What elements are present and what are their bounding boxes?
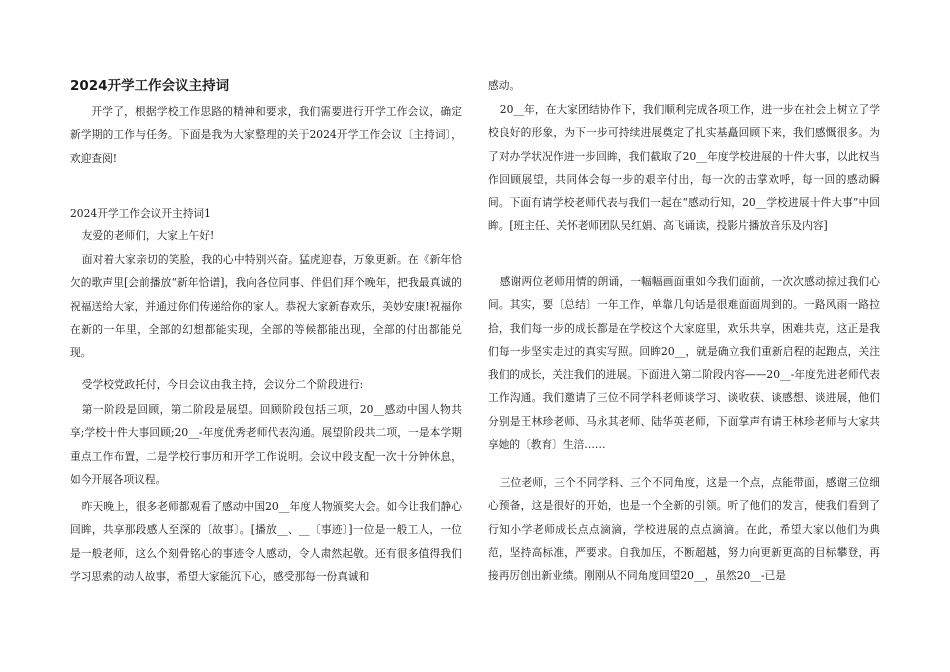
continued-text: 感动。 <box>488 79 521 92</box>
opening-paragraph: 面对着大家亲切的笑脸，我的心中特别兴奋。猛虎迎春，万象更新。在《新年恰欠的歌声里[会前播放“新年恰谱]，我向各位同事、伴侣们拜个晚年，把我最真诚的祝福送给大家，并通过你们传递给你的家人。恭祝大家新春欢乐，美妙安康!祝福你在新的一年里，全部的幻想都能实现，全部的等候都能出现，全部的付出都能兑现。 <box>70 253 462 360</box>
phase-paragraph: 第一阶段是回顾，第二阶段是展望。回顾阶段包括三项，20__感动中国人物共享;学校十件大事回顾;20__-年度优秀老师代表沟通。展望阶段共二项，一是本学期重点工作布置，二是学校行事历和开学工作说明。会议中段支配一次十分钟休息，如今开展各项议程。 <box>70 403 462 486</box>
intro-paragraph: 开学了，根据学校工作思路的精神和要求，我们需要进行开学工作会议，确定新学期的工作与任务。下面是我为大家整理的关于2024开学工作会议〔主持词〕，欢迎查阅! <box>70 105 462 165</box>
section-title: 2024开学工作会议开主持词1 <box>70 207 211 220</box>
three-teachers-paragraph: 三位老师，三个不同学科、三个不同角度，这是一个点，点能带面，感谢三位细心预备，这是很好的开始，也是一个全新的引领。听了他们的发言，使我们看到了行知小学老师成长点点滴滴，学校进展的点点滴滴。在此，希望大家以他们为典范，坚持高标准，严要求。自我加压，不断超越，努力向更新更高的目标攀登，再接再厉创出新业绩。刚刚从不同角度回望20__，虽然20__-已是 <box>488 476 880 583</box>
yesterday-paragraph: 昨天晚上，很多老师都观看了感动中国20__年度人物颁奖大会。如今让我们静心回眸，共享那段感人至深的〔故事〕。[播放__、__〔事迹〕]一位是一般工人，一位是一般老师，这么个刻骨铭心的事迹令人感动，令人肃然起敬。还有很多值得我们学习思索的动人故事，希望大家能沉下心，感受那每一份真诚和 <box>70 500 462 583</box>
greeting-paragraph: 友爱的老师们，大家上午好! <box>81 229 215 242</box>
review-paragraph: 20__年，在大家团结协作下，我们顺利完成各项工作，进一步在社会上树立了学校良好的形象，为下一步可持续进展奠定了扎实基矗回顾下来，我们感慨很多。为了对办学状况作进一步回眸，我们截取了20__年度学校进展的十件大事，以此权当作回顾展望，共同体会每一步的艰辛付出，每一次的击掌欢呼，每一回的感动瞬间。下面有请学校老师代表与我们一起在“感动行知，20__学校进展十件大事”中回眸。[班主任、关怀老师团队吴红娟、高飞诵读，投影片播放音乐及内容] <box>488 103 880 233</box>
stages-paragraph: 受学校党政托付，今日会议由我主持，会议分二个阶段进行: <box>81 378 364 391</box>
thanks-paragraph: 感谢两位老师用情的朗诵，一幅幅画面重如今我们面前，一次次感动掠过我们心间。其实，要〔总结〕一年工作，单靠几句话是很难面面周到的。一路风雨一路拉拾，我们每一步的成长都是在学校这个大家庭里，欢乐共享，困难共克，这正是我们每一步坚实走过的真实写照。回眸20__，就是确立我们重新启程的起跑点，关注我们的成长，关注我们的进展。下面进入第二阶段内容——20__-年度先进老师代表工作沟通。我们邀请了三位不同学科老师谈学习、谈收获、谈感想、谈进展，他们分别是王林珍老师、马永其老师、陆华英老师，下面掌声有请王林珍老师与大家共享她的〔教育〕生涪…… <box>488 275 880 452</box>
document-title: 2024开学工作会议主持词 <box>70 78 230 94</box>
